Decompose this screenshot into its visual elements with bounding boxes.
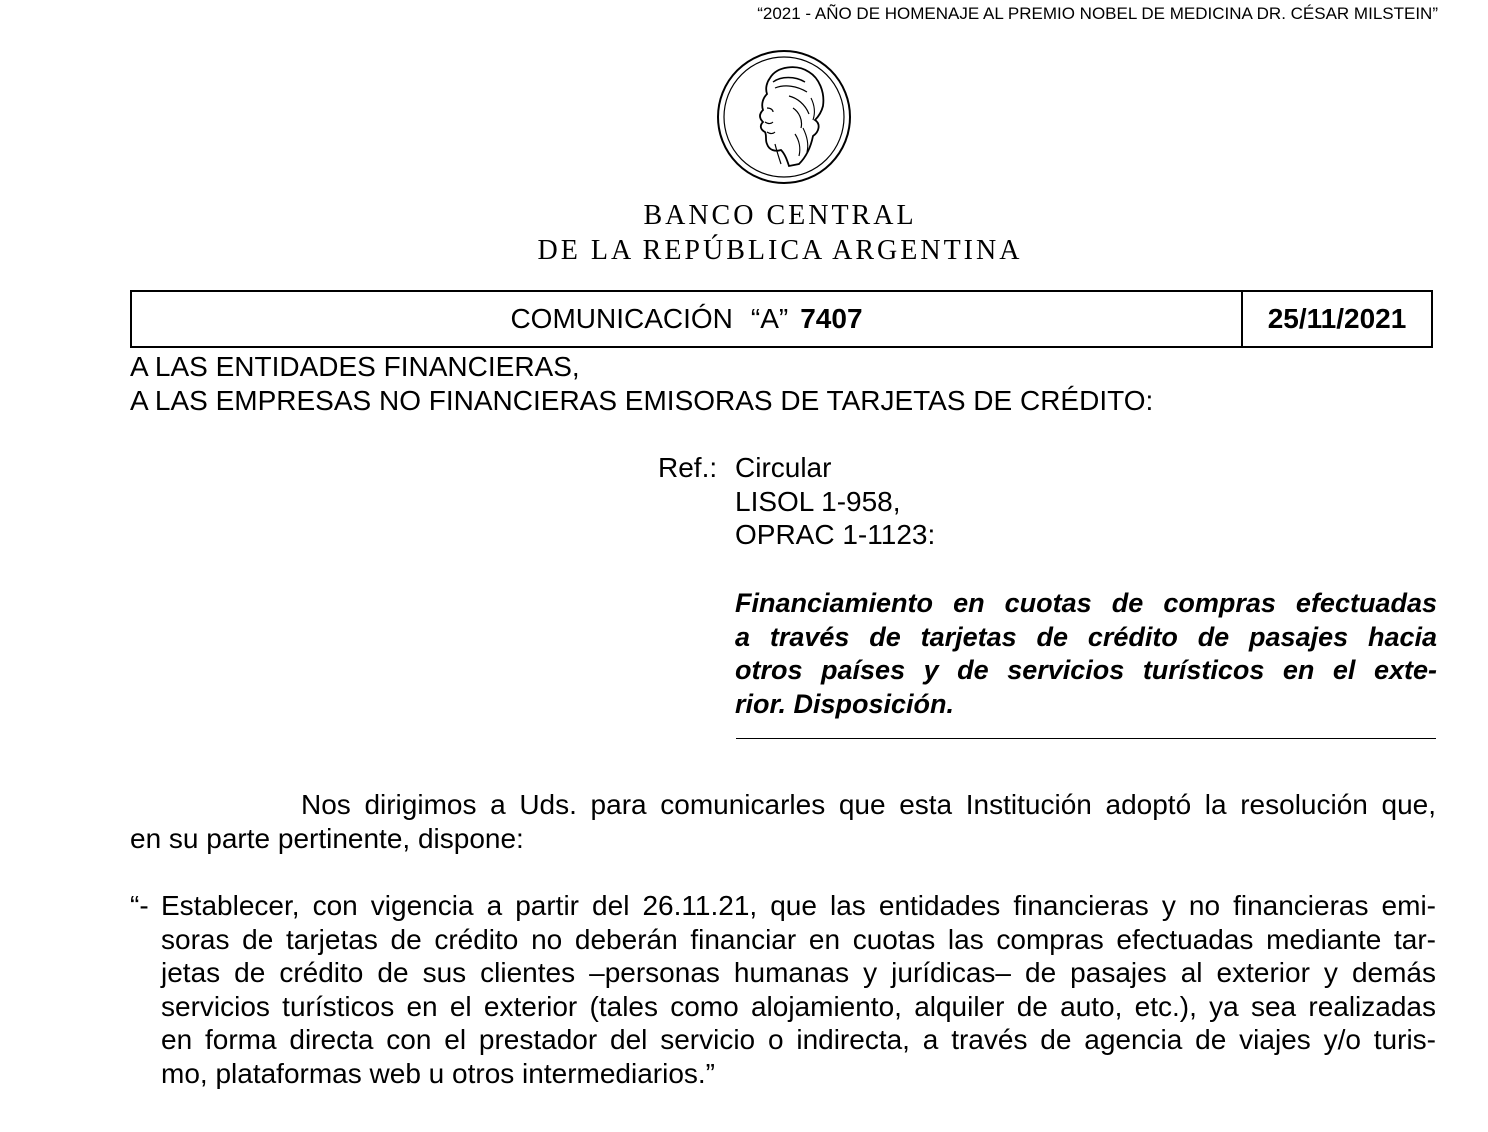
reference-label: Ref.: xyxy=(658,452,718,483)
communication-header-box xyxy=(130,290,1433,348)
reference-line: LISOL 1-958, xyxy=(735,486,901,517)
resolution-prefix: “- xyxy=(130,890,149,921)
resolution-line: en forma directa con el prestador del servicio o indirecta, a través de agencia de viajes y/o turis- xyxy=(161,1024,1436,1055)
communication-label: COMUNICACIÓN xyxy=(510,303,733,334)
reference-line: OPRAC 1-1123: xyxy=(735,519,936,550)
subject-line: a través de tarjetas de crédito de pasajes hacia xyxy=(735,621,1437,652)
bcra-seal-icon xyxy=(715,48,853,186)
communication-date: 25/11/2021 xyxy=(1267,303,1407,334)
communication-type: “A” xyxy=(750,303,789,334)
bank-name-line1: BANCO CENTRAL xyxy=(643,200,917,231)
subject-line: otros países y de servicios turísticos en el exte- xyxy=(735,655,1437,685)
communication-title xyxy=(132,292,1243,346)
communication-number: 7407 xyxy=(800,303,863,334)
resolution-line: jetas de crédito de sus clientes –personas humanas y jurídicas– de pasajes al exterior y demás xyxy=(161,957,1436,988)
subject-line: Financiamiento en cuotas de compras efectuadas xyxy=(735,588,1437,618)
intro-line: Nos dirigimos a Uds. para comunicarles que esta Institución adoptó la resolución que, xyxy=(301,789,1436,820)
resolution-line: Establecer, con vigencia a partir del 26.11.21, que las entidades financieras y no financieras emi- xyxy=(161,890,1436,921)
year-motto: “2021 - AÑO DE HOMENAJE AL PREMIO NOBEL DE MEDICINA DR. CÉSAR MILSTEIN” xyxy=(757,4,1438,23)
resolution-line: soras de tarjetas de crédito no deberán financiar en cuotas las compras efectuadas mediante tar- xyxy=(161,923,1436,955)
addressee-line: A LAS EMPRESAS NO FINANCIERAS EMISORAS DE TARJETAS DE CRÉDITO: xyxy=(130,385,1154,416)
resolution-line: servicios turísticos en el exterior (tales como alojamiento, alquiler de auto, etc.), ya sea realizadas xyxy=(161,990,1436,1022)
subject xyxy=(735,587,1437,721)
intro-line: en su parte pertinente, dispone: xyxy=(130,822,524,854)
intro-paragraph xyxy=(130,788,1436,855)
resolution-paragraph xyxy=(161,889,1436,1090)
addressee-line: A LAS ENTIDADES FINANCIERAS, xyxy=(130,351,580,382)
reference-line: Circular xyxy=(735,452,832,483)
subject-line: rior. Disposición. xyxy=(735,688,955,719)
bank-name-line2: DE LA REPÚBLICA ARGENTINA xyxy=(537,235,1023,266)
resolution-line: mo, plataformas web u otros intermediarios.” xyxy=(161,1057,715,1089)
subject-divider xyxy=(736,738,1436,739)
